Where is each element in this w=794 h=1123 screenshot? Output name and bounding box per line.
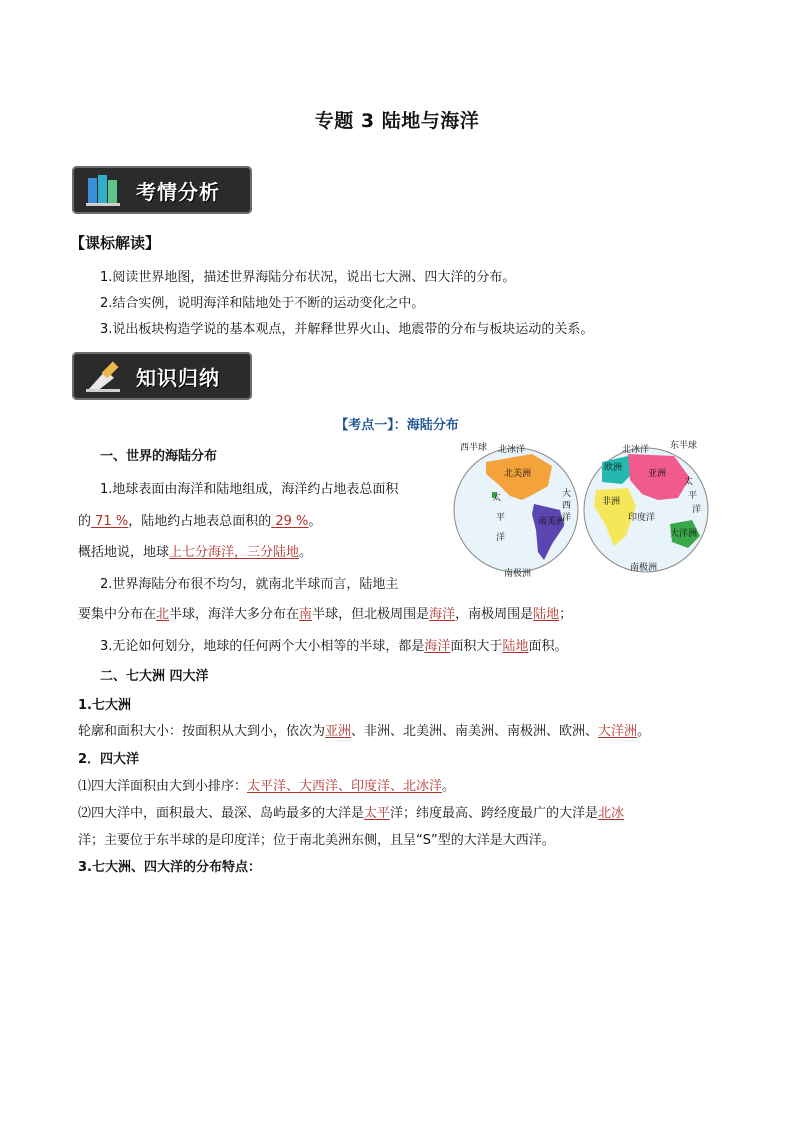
map-label: 欧洲	[604, 463, 623, 473]
section2-sub1: 1.七大洲	[78, 698, 131, 713]
map-label: 非洲	[602, 497, 621, 507]
kebiao-item-2: 2.结合实例，说明海洋和陆地处于不断的运动变化之中。	[100, 296, 425, 311]
map-label: 西半球	[460, 443, 488, 453]
brush-icon	[84, 358, 126, 394]
banner-knowledge-label: 知识归纳	[136, 366, 220, 390]
answer: 陆地	[502, 639, 529, 654]
oceans-facts-1	[78, 802, 624, 821]
text: 3.无论如何划分，地球的任何两个大小相等的半球，都是	[100, 639, 425, 654]
kebiao-item-3: 3.说出板块构造学说的基本观点，并解释世界火山、地震带的分布与板块运动的关系。	[100, 322, 594, 337]
text: ，陆地约占地表总面积的	[128, 514, 272, 529]
answer: 亚洲	[325, 724, 352, 739]
answer: 太平	[364, 806, 391, 821]
text: 要集中分布在	[78, 607, 157, 622]
answer: 大洋洲	[598, 724, 638, 739]
map-label: 洋	[496, 533, 506, 543]
section1-p2	[78, 541, 312, 560]
answer: 太平洋、大西洋、印度洋、北冰洋	[247, 779, 443, 794]
ocean-percent: 71 %	[91, 514, 129, 529]
text: 的	[78, 514, 92, 529]
map-label: 太	[684, 477, 694, 487]
map-label: 北美洲	[504, 469, 532, 479]
continents-order	[78, 720, 650, 739]
map-label: 平	[496, 513, 506, 523]
map-label: 北冰洋	[622, 445, 650, 455]
text: 洋；纬度最高、跨经度最广的大洋是	[390, 806, 599, 821]
text: 。	[442, 779, 456, 794]
world-hemispheres-map	[452, 440, 710, 580]
banner-analysis	[72, 166, 252, 214]
text: 。	[308, 514, 322, 529]
map-label: 亚洲	[648, 469, 667, 479]
map-label: 西	[562, 501, 572, 511]
section2-sub2: 2．四大洋	[78, 752, 140, 767]
text: 轮廓和面积大小：按面积从大到小，依次为	[78, 724, 326, 739]
section1-p1b	[78, 510, 321, 529]
text: ；	[559, 607, 573, 622]
text: ⑴四大洋面积由大到小排序：	[78, 779, 248, 794]
map-label: 大洋洲	[670, 529, 698, 539]
text: 半球，海洋大多分布在	[169, 607, 300, 622]
map-label: 太	[492, 493, 502, 503]
kaodian-1-heading: 【考点一】：海陆分布	[335, 418, 459, 433]
section1-p4	[100, 635, 567, 654]
text: ⑵四大洋中，面积最大、最深、岛屿最多的大洋是	[78, 806, 365, 821]
section1-p3b	[78, 603, 572, 622]
text: 。	[299, 545, 313, 560]
map-label: 洋	[562, 513, 572, 523]
map-label: 北冰洋	[498, 445, 526, 455]
banner-knowledge	[72, 352, 252, 400]
text: ，南极周围是	[455, 607, 534, 622]
map-label: 南美洲	[538, 517, 566, 527]
oceans-order	[78, 775, 455, 794]
oceans-facts-2: 洋；主要位于东半球的是印度洋；位于南北美洲东侧，且呈“S”型的大洋是大西洋。	[78, 833, 555, 848]
answer: 北冰	[598, 806, 625, 821]
text: 面积。	[528, 639, 568, 654]
text: 概括地说，地球	[78, 545, 170, 560]
summary-answer: 上七分海洋，三分陆地	[169, 545, 300, 560]
map-label: 平	[688, 491, 698, 501]
text: 、非洲、北美洲、南美洲、南极洲、欧洲、	[351, 724, 599, 739]
section2-sub3: 3.七大洲、四大洋的分布特点：	[78, 860, 261, 875]
map-label: 南极洲	[504, 569, 532, 579]
map-label: 南极洲	[630, 563, 658, 573]
map-label: 印度洋	[628, 513, 656, 523]
text: 。	[637, 724, 651, 739]
page-title: 专题 3 陆地与海洋	[314, 110, 480, 132]
section2-heading: 二、七大洲 四大洋	[100, 669, 209, 684]
answer: 南	[299, 607, 313, 622]
answer: 海洋	[429, 607, 456, 622]
answer: 陆地	[533, 607, 560, 622]
section1-p1a: 1.地球表面由海洋和陆地组成，海洋约占地表总面积	[100, 482, 399, 497]
kebiao-heading: 【课标解读】	[70, 234, 161, 252]
kebiao-item-1: 1.阅读世界地图，描述世界海陆分布状况，说出七大洲、四大洋的分布。	[100, 270, 516, 285]
section1-p3a: 2.世界海陆分布很不均匀，就南北半球而言，陆地主	[100, 577, 399, 592]
banner-analysis-label: 考情分析	[136, 180, 220, 204]
text: 半球，但北极周围是	[312, 607, 430, 622]
answer: 海洋	[424, 639, 451, 654]
map-label: 洋	[692, 505, 702, 515]
map-label: 大	[562, 489, 572, 499]
section1-heading: 一、世界的海陆分布	[100, 449, 218, 464]
text: 面积大于	[450, 639, 503, 654]
land-percent: 29 %	[271, 514, 309, 529]
answer: 北	[156, 607, 170, 622]
map-label: 东半球	[670, 441, 698, 451]
books-icon	[84, 172, 126, 208]
